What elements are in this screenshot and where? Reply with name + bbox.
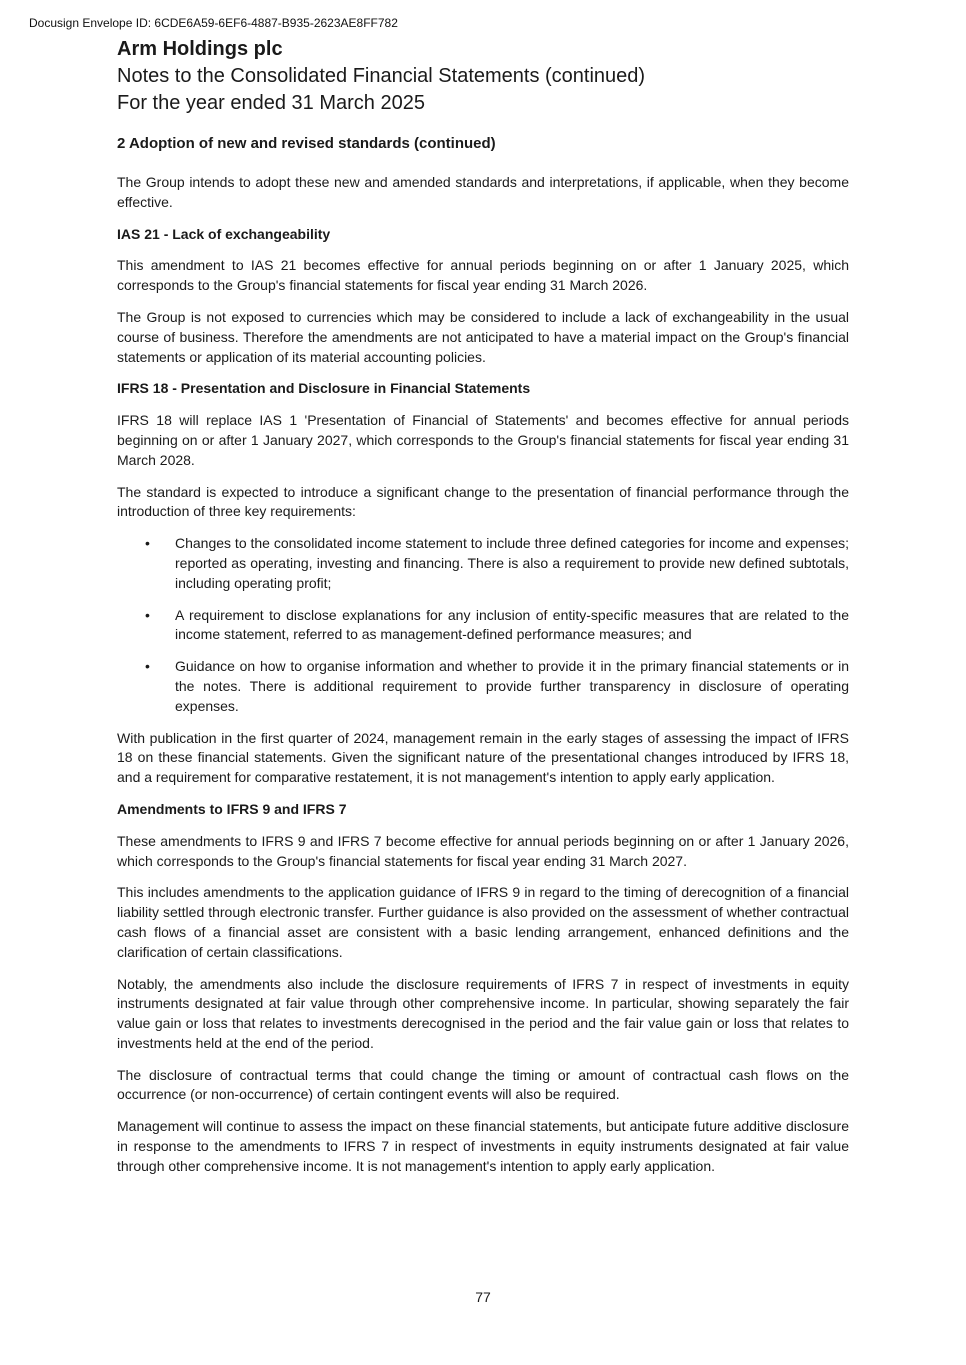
intro-paragraph: The Group intends to adopt these new and amended standards and interpretations, if applicable, when they become effective. bbox=[117, 174, 849, 210]
ifrs18-paragraph-1: IFRS 18 will replace IAS 1 'Presentation of Financial of Statements' and becomes effective for annual periods beginning on or after 1 January 2027, which corresponds to the Group's financial statements for fiscal year ending 31 March 2028. bbox=[117, 412, 849, 468]
ifrs9-paragraph-3: Notably, the amendments also include the disclosure requirements of IFRS 7 in respect of investments in equity instruments designated at fair value through other comprehensive income. In particular, showing separately the fair value gain or loss that relates to investments derecognised in the period and the fair value gain or loss that relates to investments held at the end of the period. bbox=[117, 975, 849, 1051]
list-item bbox=[117, 657, 849, 716]
bullet-icon: • bbox=[145, 535, 150, 552]
list-item-text: Guidance on how to organise information and whether to provide it in the primary financial statements or in the notes. There is additional requirement to provide further transparency in disclosure of operating expenses. bbox=[175, 658, 849, 714]
document-page bbox=[117, 36, 849, 1177]
ifrs9-paragraph-4: The disclosure of contractual terms that could change the timing or amount of contractual cash flows on the occurrence (or non-occurrence) of certain contingent events will also be required. bbox=[117, 1066, 849, 1103]
bullet-icon: • bbox=[145, 658, 150, 675]
ias21-paragraph-1: This amendment to IAS 21 becomes effective for annual periods beginning on or after 1 January 2025, which corresponds to the Group's financial statements for fiscal year ending 31 March 2026. bbox=[117, 257, 849, 294]
docusign-envelope-id: Docusign Envelope ID: 6CDE6A59-6EF6-4887-B935-2623AE8FF782 bbox=[29, 16, 398, 30]
company-name: Arm Holdings plc bbox=[117, 38, 283, 60]
ifrs9-heading: Amendments to IFRS 9 and IFRS 7 bbox=[117, 800, 347, 817]
section-heading: 2 Adoption of new and revised standards (continued) bbox=[117, 135, 496, 152]
ifrs9-paragraph-5: Management will continue to assess the impact on these financial statements, but anticipate future additive disclosure in response to the amendments to IFRS 7 in respect of investments in equity instruments designated at fair value through other comprehensive income. It is not management's intention to apply early application. bbox=[117, 1118, 849, 1174]
ifrs9-paragraph-2: This includes amendments to the application guidance of IFRS 9 in regard to the timing of derecognition of a financial liability settled through electronic transfer. Further guidance is also provided on the assessment of whether contractual cash flows of a financial asset are consistent with a basic lending arrangement, enhanced definitions and the clarification of certain classifications. bbox=[117, 884, 849, 960]
ifrs18-requirements-list bbox=[117, 534, 849, 716]
document-title: Notes to the Consolidated Financial Statements (continued) bbox=[117, 65, 646, 87]
reporting-period: For the year ended 31 March 2025 bbox=[117, 92, 425, 114]
list-item bbox=[117, 534, 849, 593]
ifrs18-paragraph-2: The standard is expected to introduce a significant change to the presentation of financial performance through the introduction of three key requirements: bbox=[117, 483, 849, 520]
list-item bbox=[117, 606, 849, 646]
bullet-icon: • bbox=[145, 606, 150, 623]
ifrs18-paragraph-3: With publication in the first quarter of 2024, management remain in the early stages of assessing the impact of IFRS 18 on these financial statements. Given the significant nature of the presentational changes introduced by IFRS 18, and a requirement for comparative restatement, it is not management's intention to apply early application. bbox=[117, 729, 849, 786]
ias21-paragraph-2: The Group is not exposed to currencies which may be considered to include a lack of exchangeability in the usual course of business. Therefore the amendments are not anticipated to have a material impact on the Group's financial statements or application of its material accounting policies. bbox=[117, 308, 849, 365]
page-number: 77 bbox=[475, 1289, 491, 1305]
list-item-text: A requirement to disclose explanations for any inclusion of entity-specific measures that are related to the income statement, referred to as management-defined performance measures; and bbox=[175, 606, 849, 643]
ias21-heading: IAS 21 - Lack of exchangeability bbox=[117, 225, 331, 242]
ifrs9-paragraph-1: These amendments to IFRS 9 and IFRS 7 become effective for annual periods beginning on or after 1 January 2026, which corresponds to the Group's financial statements for fiscal year ending 31 March 2027. bbox=[117, 832, 849, 869]
ifrs18-heading: IFRS 18 - Presentation and Disclosure in Financial Statements bbox=[117, 380, 531, 397]
list-item-text: Changes to the consolidated income statement to include three defined categories for income and expenses; reported as operating, investing and financing. There is also a requirement to provide new defined subtotals, including operating profit; bbox=[175, 535, 849, 591]
